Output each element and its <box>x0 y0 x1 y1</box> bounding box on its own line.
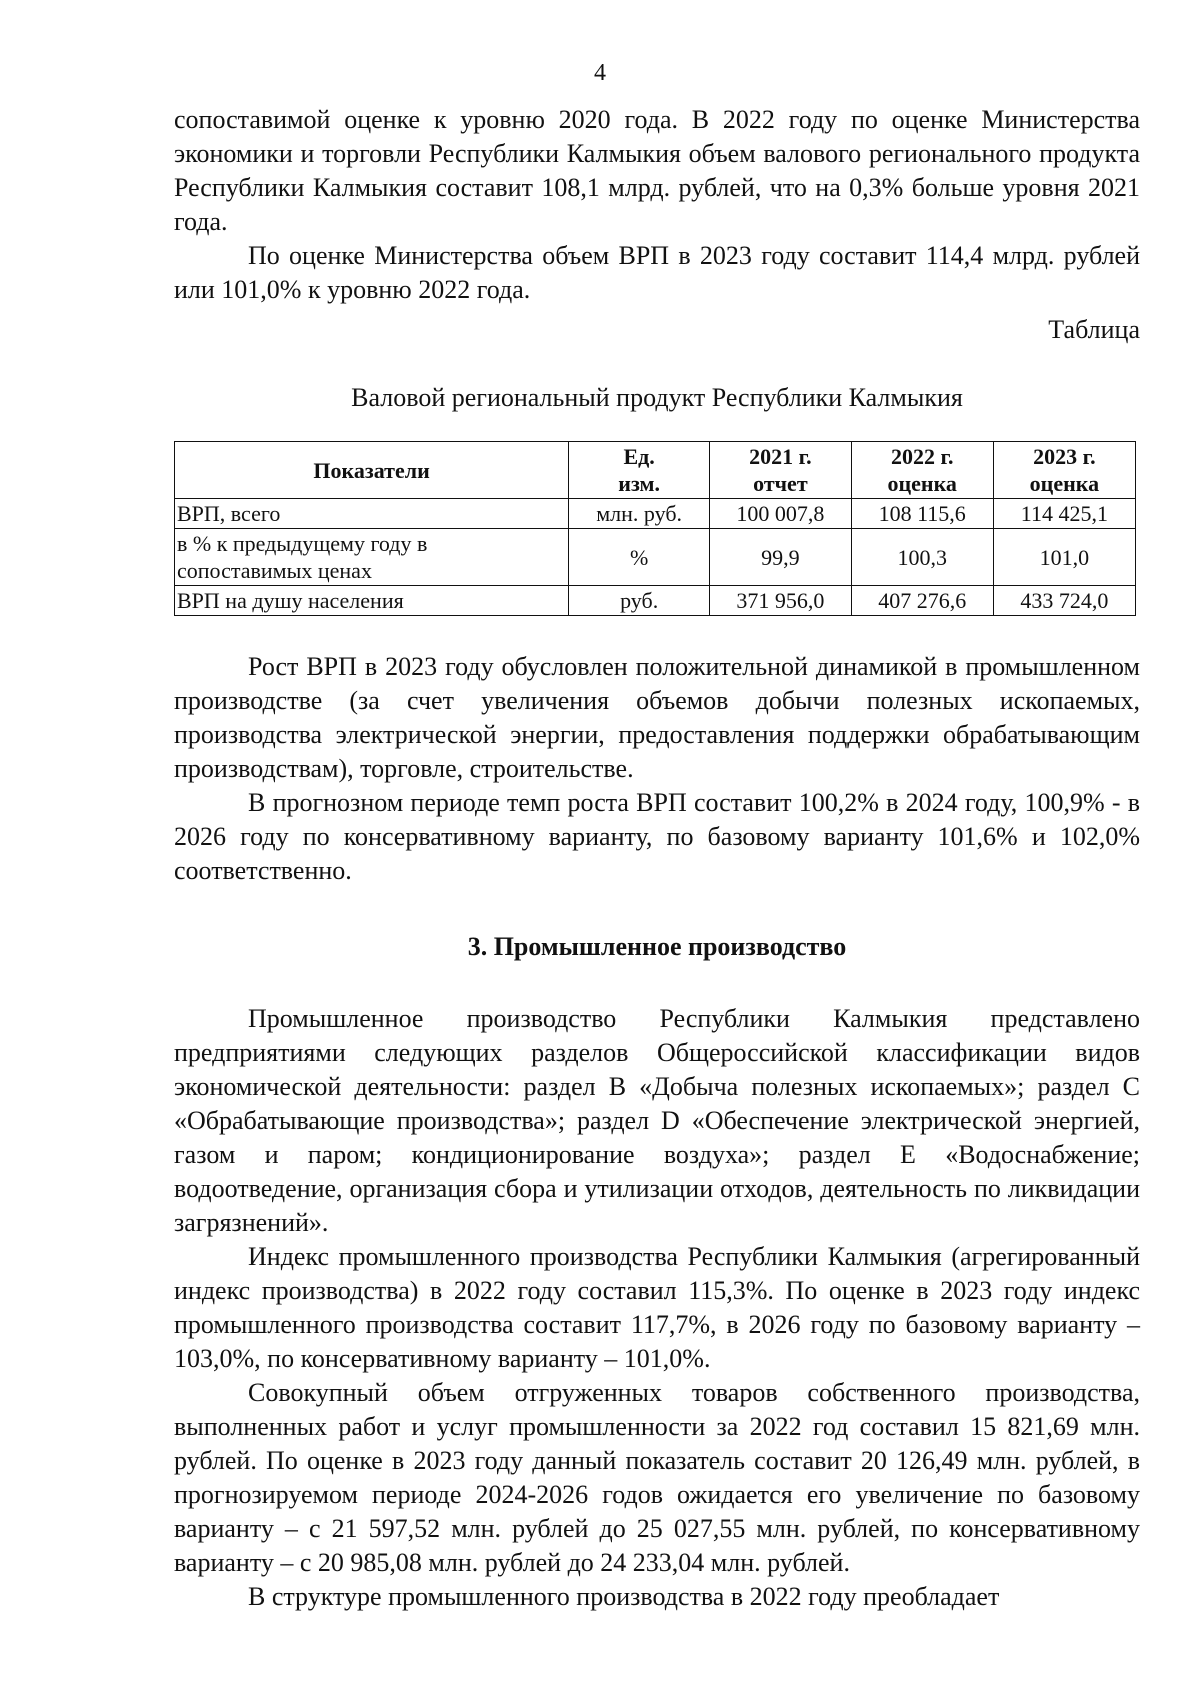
row-value-2022: 100,3 <box>851 529 993 586</box>
row-value-2022: 407 276,6 <box>851 586 993 616</box>
header-2021 <box>710 442 852 499</box>
header-2022-line2: оценка <box>887 471 957 496</box>
paragraph-structure: В структуре промышленного производства в 2022 году преобладает <box>248 1582 1000 1611</box>
table-row <box>175 529 1136 586</box>
header-2022-line1: 2022 г. <box>890 444 954 469</box>
row-indicator-line2: сопоставимых ценах <box>177 558 372 583</box>
document-body <box>174 103 1140 1614</box>
table-row <box>175 586 1136 616</box>
header-2023-line2: оценка <box>1029 471 1100 496</box>
row-value-2021: 100 007,8 <box>710 499 852 529</box>
table-label: Таблица <box>1048 315 1140 344</box>
row-unit: руб. <box>569 586 710 616</box>
row-value-2023: 114 425,1 <box>993 499 1135 529</box>
grp-table <box>174 441 1136 616</box>
row-indicator-line1: в % к предыдущему году в <box>177 531 428 556</box>
paragraph-continuation: сопоставимой оценке к уровню 2020 года. В 2022 году по оценке Министерства экономики и торговли Республики Калмыкия объем валового регионального продукта Республики Калмыкия составит 108,1 млрд. рублей, что на 0,3% больше уровня 2021 года. <box>174 105 1140 236</box>
paragraph-grp-growth: Рост ВРП в 2023 году обусловлен положительной динамикой в промышленном производстве (за счет увеличения объемов добычи полезных ископаемых, производства электрической энергии, предоставления поддержки обрабатывающим производствам), торговле, строительстве. <box>174 652 1140 783</box>
header-indicator: Показатели <box>175 442 569 499</box>
paragraph-grp-forecast: В прогнозном периоде темп роста ВРП составит 100,2% в 2024 году, 100,9% - в 2026 году по консервативному варианту, по базовому варианту 101,6% и 102,0% соответственно. <box>174 788 1140 885</box>
paragraph-industry-index: Индекс промышленного производства Республики Калмыкия (агрегированный индекс производства) в 2022 году составил 115,3%. По оценке в 2023 году индекс промышленного производства составит 117,7%, в 2026 году по базовому варианту – 103,0%, по консервативному варианту – 101,0%. <box>174 1242 1140 1373</box>
table-title: Валовой региональный продукт Республики Калмыкия <box>351 383 963 412</box>
row-unit: млн. руб. <box>569 499 710 529</box>
header-unit-line2: изм. <box>618 471 660 496</box>
table-header-row <box>175 442 1136 499</box>
header-unit-line1: Ед. <box>623 444 655 469</box>
row-indicator: ВРП, всего <box>175 499 569 529</box>
row-unit: % <box>569 529 710 586</box>
page-number: 4 <box>594 60 606 86</box>
header-2023 <box>993 442 1135 499</box>
section-heading: 3. Промышленное производство <box>467 932 847 961</box>
row-value-2022: 108 115,6 <box>851 499 993 529</box>
row-value-2023: 101,0 <box>993 529 1135 586</box>
paragraph-industry-sections: Промышленное производство Республики Калмыкия представлено предприятиями следующих разделов Общероссийской классификации видов экономической деятельности: раздел В «Добыча полезных ископаемых»; раздел С «Обрабатывающие производства»; раздел D «Обеспечение электрической энергией, газом и паром; кондиционирование воздуха»; раздел Е «Водоснабжение; водоотведение, организация сбора и утилизации отходов, деятельность по ликвидации загрязнений». <box>174 1004 1140 1237</box>
row-value-2021: 371 956,0 <box>710 586 852 616</box>
paragraph-grp-estimate: По оценке Министерства объем ВРП в 2023 году составит 114,4 млрд. рублей или 101,0% к уровню 2022 года. <box>174 241 1140 304</box>
header-2021-line1: 2021 г. <box>749 444 812 469</box>
table-row <box>175 499 1136 529</box>
row-value-2023: 433 724,0 <box>993 586 1135 616</box>
header-unit <box>569 442 710 499</box>
paragraph-shipped-goods: Совокупный объем отгруженных товаров собственного производства, выполненных работ и услуг промышленности за 2022 год составил 15 821,69 млн. рублей. По оценке в 2023 году данный показатель составит 20 126,49 млн. рублей, в прогнозируемом периоде 2024-2026 годов ожидается его увеличение по базовому варианту – с 21 597,52 млн. рублей до 25 027,55 млн. рублей, по консервативному варианту – с 20 985,08 млн. рублей до 24 233,04 млн. рублей. <box>174 1378 1140 1577</box>
row-indicator: ВРП на душу населения <box>175 586 569 616</box>
row-value-2021: 99,9 <box>710 529 852 586</box>
header-2023-line1: 2023 г. <box>1033 444 1096 469</box>
header-2021-line2: отчет <box>753 471 808 496</box>
header-2022 <box>851 442 993 499</box>
row-indicator <box>175 529 569 586</box>
